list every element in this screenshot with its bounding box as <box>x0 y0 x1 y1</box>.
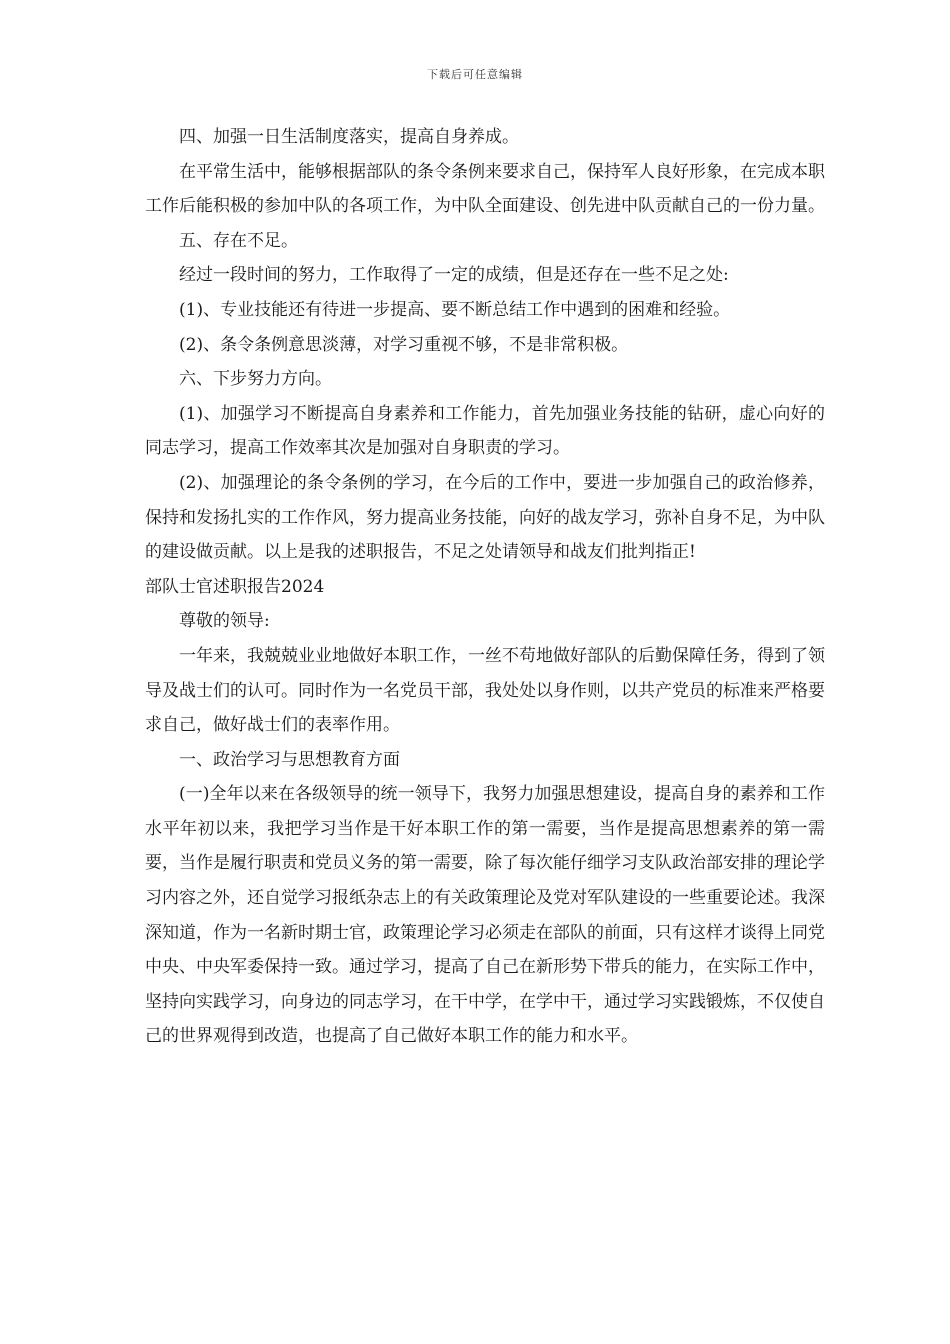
report-title: 部队士官述职报告2024 <box>145 576 325 597</box>
section-heading-six: 六、下步努力方向。 <box>179 369 332 390</box>
paragraph: 经过一段时间的努力，工作取得了一定的成绩，但是还存在一些不足之处: <box>179 265 729 286</box>
paragraph: (一)全年以来在各级领导的统一领导下，我努力加强思想建设，提高自身的素养和工作水平年初以来，我把学习当作是干好本职工作的第一需要，当作是提高思想素养的第一需要，当作是履行职责和党员义务的第一需要，除了每次能仔细学习支队政治部安排的理论学习内容之外，还自觉学习报纸杂志上的有关政策理论及党对军队建设的一些重要论述。我深深知道，作为一名新时期士官，政策理论学习必须走在部队的前面，只有这样才谈得上同党中央、中央军委保持一致。通过学习，提高了自己在新形势下带兵的能力，在实际工作中，坚持向实践学习，向身边的同志学习，在干中学，在学中干，通过学习实践锻炼，不仅使自己的世界观得到改造，也提高了自己做好本职工作的能力和水平。 <box>145 784 825 1047</box>
section-heading-four: 四、加强一日生活制度落实，提高自身养成。 <box>179 127 519 147</box>
list-item: (1)、加强学习不断提高自身素养和工作能力，首先加强业务技能的钻研，虚心向好的同志学习，提高工作效率其次是加强对自身职责的学习。 <box>145 403 825 459</box>
paragraph: 一年来，我兢兢业业地做好本职工作，一丝不苟地做好部队的后勤保障任务，得到了领导及战士们的认可。同时作为一名党员干部，我处处以身作则，以共产党员的标准来严格要求自己，做好战士们的表率作用。 <box>145 645 825 736</box>
list-item: (2)、条令条例意思淡薄，对学习重视不够，不是非常积极。 <box>179 334 629 355</box>
list-item: (2)、加强理论的条令条例的学习，在今后的工作中，要进一步加强自己的政治修养，保持和发扬扎实的工作作风，努力提高业务技能，向好的战友学习，弥补自身不足，为中队的建设做贡献。以上是我的述职报告，不足之处请领导和战友们批判指正! <box>145 472 825 563</box>
paragraph: 在平常生活中，能够根据部队的条令条例来要求自己，保持军人良好形象，在完成本职工作后能积极的参加中队的各项工作，为中队全面建设、创先进中队贡献自己的一份力量。 <box>145 161 825 217</box>
document-body <box>145 120 825 1054</box>
section-heading-five: 五、存在不足。 <box>179 230 298 251</box>
salutation: 尊敬的领导: <box>179 611 270 632</box>
section-heading-one: 一、政治学习与思想教育方面 <box>179 749 400 770</box>
list-item: (1)、专业技能还有待进一步提高、要不断总结工作中遇到的困难和经验。 <box>179 299 731 320</box>
page-header-note: 下载后可任意编辑 <box>427 68 523 81</box>
